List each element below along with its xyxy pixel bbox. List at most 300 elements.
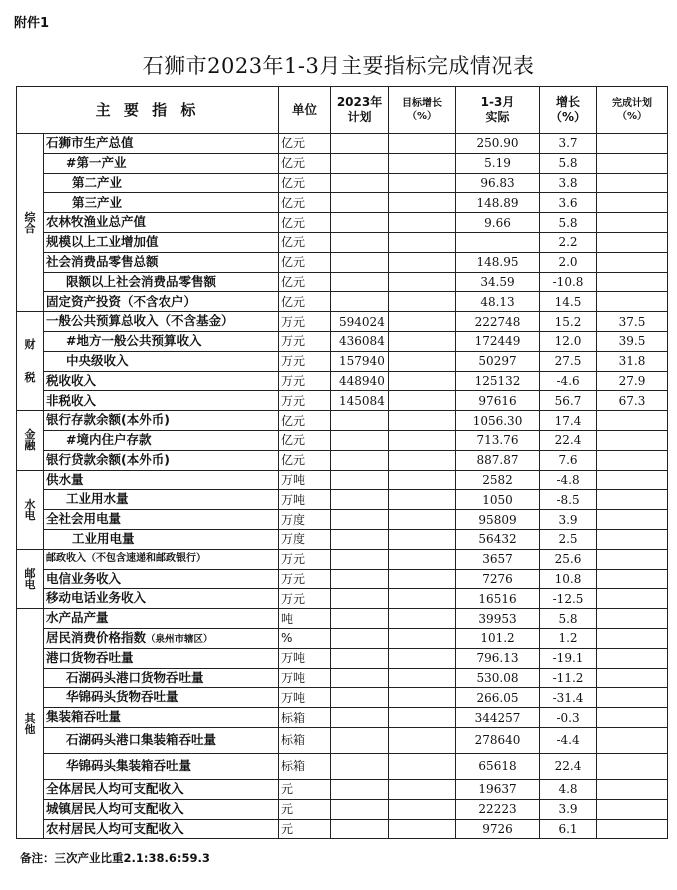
completion-cell <box>597 688 668 708</box>
growth-cell: 2.2 <box>540 232 597 252</box>
unit-cell: 亿元 <box>279 213 331 233</box>
indicator-name <box>44 450 279 470</box>
header-target-growth: 目标增长 （%） <box>389 87 456 134</box>
completion-cell <box>597 193 668 213</box>
growth-cell: 27.5 <box>540 351 597 371</box>
table-row <box>17 708 668 728</box>
plan-cell <box>331 173 389 193</box>
indicator-name-text: 第二产业 <box>72 174 123 190</box>
category-cell: 财 税 <box>17 312 44 411</box>
completion-cell <box>597 173 668 193</box>
unit-cell: 万元 <box>279 569 331 589</box>
table-row <box>17 609 668 629</box>
indicator-name <box>44 727 279 753</box>
indicator-name <box>44 153 279 173</box>
target-growth-cell <box>389 312 456 332</box>
growth-cell: 56.7 <box>540 391 597 411</box>
unit-cell: 万元 <box>279 589 331 609</box>
growth-cell: 22.4 <box>540 430 597 450</box>
growth-cell: 3.9 <box>540 799 597 819</box>
indicator-name <box>44 391 279 411</box>
completion-cell <box>597 411 668 431</box>
growth-cell: 5.8 <box>540 609 597 629</box>
header-unit: 单位 <box>279 87 331 134</box>
unit-cell: 万吨 <box>279 490 331 510</box>
unit-cell: 万吨 <box>279 648 331 668</box>
table-row <box>17 371 668 391</box>
table-row <box>17 753 668 779</box>
actual-cell: 1056.30 <box>456 411 540 431</box>
actual-cell: 125132 <box>456 371 540 391</box>
target-growth-cell <box>389 450 456 470</box>
actual-cell: 56432 <box>456 529 540 549</box>
footnote: 备注：三次产业比重2.1:38.6:59.3 <box>20 851 210 865</box>
growth-cell: 22.4 <box>540 753 597 779</box>
table-row <box>17 351 668 371</box>
indicator-name <box>44 213 279 233</box>
target-growth-cell <box>389 753 456 779</box>
indicator-name <box>44 648 279 668</box>
plan-cell <box>331 232 389 252</box>
completion-cell: 31.8 <box>597 351 668 371</box>
indicator-name <box>44 490 279 510</box>
indicator-name <box>44 470 279 490</box>
indicator-name <box>44 668 279 688</box>
unit-cell: 亿元 <box>279 153 331 173</box>
indicator-name-text: 移动电话业务收入 <box>46 590 147 606</box>
indicator-name <box>44 589 279 609</box>
table-row <box>17 569 668 589</box>
plan-cell <box>331 799 389 819</box>
completion-cell <box>597 529 668 549</box>
plan-cell <box>331 753 389 779</box>
actual-cell <box>456 232 540 252</box>
table-row <box>17 232 668 252</box>
growth-cell: -19.1 <box>540 648 597 668</box>
indicator-name-text: 农村居民人均可支配收入 <box>46 820 184 836</box>
table-row <box>17 312 668 332</box>
growth-cell: -4.4 <box>540 727 597 753</box>
indicator-name <box>44 173 279 193</box>
completion-cell <box>597 272 668 292</box>
target-growth-cell <box>389 292 456 312</box>
plan-cell: 594024 <box>331 312 389 332</box>
actual-cell: 148.95 <box>456 252 540 272</box>
plan-cell <box>331 272 389 292</box>
plan-cell <box>331 134 389 154</box>
target-growth-cell <box>389 628 456 648</box>
indicator-name-text: #地方一般公共预算收入 <box>66 333 202 349</box>
completion-cell <box>597 153 668 173</box>
indicator-name-text: 华锦码头集装箱吞吐量 <box>66 758 192 774</box>
growth-cell: 3.9 <box>540 510 597 530</box>
table-row <box>17 213 668 233</box>
plan-cell <box>331 648 389 668</box>
target-growth-cell <box>389 153 456 173</box>
table-row <box>17 727 668 753</box>
unit-cell: 万元 <box>279 391 331 411</box>
table-row <box>17 648 668 668</box>
completion-cell <box>597 668 668 688</box>
actual-cell: 2582 <box>456 470 540 490</box>
table-row <box>17 193 668 213</box>
indicator-name-text: 邮政收入（不包含速递和邮政银行） <box>46 553 206 565</box>
table-header-row <box>17 87 668 134</box>
unit-cell: 亿元 <box>279 411 331 431</box>
indicator-name-text: 一般公共预算总收入（不含基金） <box>46 313 234 329</box>
unit-cell: 元 <box>279 799 331 819</box>
indicator-name <box>44 371 279 391</box>
indicator-name <box>44 549 279 569</box>
growth-cell: -10.8 <box>540 272 597 292</box>
plan-cell <box>331 252 389 272</box>
completion-cell <box>597 232 668 252</box>
indicator-name-text: 银行贷款余额(本外币) <box>46 451 170 467</box>
table-row <box>17 391 668 411</box>
target-growth-cell <box>389 331 456 351</box>
growth-cell: 2.0 <box>540 252 597 272</box>
completion-cell <box>597 628 668 648</box>
actual-cell: 19637 <box>456 779 540 799</box>
completion-cell <box>597 430 668 450</box>
plan-cell <box>331 668 389 688</box>
completion-cell: 39.5 <box>597 331 668 351</box>
category-cell: 其 他 <box>17 609 44 839</box>
target-growth-cell <box>389 569 456 589</box>
growth-cell: -11.2 <box>540 668 597 688</box>
unit-cell: 万吨 <box>279 470 331 490</box>
table-row <box>17 272 668 292</box>
category-cell: 水 电 <box>17 470 44 549</box>
completion-cell <box>597 252 668 272</box>
table-row <box>17 549 668 569</box>
indicator-name <box>44 628 279 648</box>
plan-cell <box>331 688 389 708</box>
growth-cell: 6.1 <box>540 819 597 839</box>
unit-cell: 元 <box>279 819 331 839</box>
header-actual: 1-3月 实际 <box>456 87 540 134</box>
indicator-name <box>44 569 279 589</box>
target-growth-cell <box>389 411 456 431</box>
table-row <box>17 153 668 173</box>
unit-cell: 万元 <box>279 351 331 371</box>
growth-cell: -8.5 <box>540 490 597 510</box>
growth-cell: 17.4 <box>540 411 597 431</box>
indicator-name <box>44 312 279 332</box>
plan-cell <box>331 292 389 312</box>
unit-cell: 亿元 <box>279 173 331 193</box>
table-row <box>17 331 668 351</box>
plan-cell <box>331 727 389 753</box>
target-growth-cell <box>389 371 456 391</box>
indicator-name <box>44 331 279 351</box>
unit-cell: % <box>279 628 331 648</box>
completion-cell: 67.3 <box>597 391 668 411</box>
actual-cell: 344257 <box>456 708 540 728</box>
indicator-name-text: 城镇居民人均可支配收入 <box>46 800 184 816</box>
actual-cell: 1050 <box>456 490 540 510</box>
growth-cell: 5.8 <box>540 213 597 233</box>
actual-cell: 34.59 <box>456 272 540 292</box>
target-growth-cell <box>389 708 456 728</box>
indicator-name-text: 固定资产投资（不含农户） <box>46 293 197 309</box>
unit-cell: 万吨 <box>279 668 331 688</box>
growth-cell: 3.6 <box>540 193 597 213</box>
plan-cell <box>331 529 389 549</box>
actual-cell: 39953 <box>456 609 540 629</box>
completion-cell <box>597 799 668 819</box>
actual-cell: 796.13 <box>456 648 540 668</box>
target-growth-cell <box>389 173 456 193</box>
actual-cell: 9726 <box>456 819 540 839</box>
plan-cell <box>331 589 389 609</box>
indicator-name <box>44 529 279 549</box>
unit-cell: 万元 <box>279 371 331 391</box>
unit-cell: 万度 <box>279 529 331 549</box>
target-growth-cell <box>389 490 456 510</box>
completion-cell <box>597 648 668 668</box>
indicator-name <box>44 753 279 779</box>
table-row <box>17 589 668 609</box>
completion-cell <box>597 134 668 154</box>
unit-cell: 万度 <box>279 510 331 530</box>
completion-cell <box>597 753 668 779</box>
target-growth-cell <box>389 549 456 569</box>
completion-cell <box>597 490 668 510</box>
table-row <box>17 688 668 708</box>
table-row <box>17 450 668 470</box>
growth-cell: 14.5 <box>540 292 597 312</box>
indicator-name-text: 华锦码头货物吞吐量 <box>66 689 179 705</box>
plan-cell: 448940 <box>331 371 389 391</box>
actual-cell: 5.19 <box>456 153 540 173</box>
plan-cell: 436084 <box>331 331 389 351</box>
unit-cell: 亿元 <box>279 134 331 154</box>
table-row <box>17 173 668 193</box>
indicator-name <box>44 799 279 819</box>
completion-cell <box>597 213 668 233</box>
target-growth-cell <box>389 252 456 272</box>
growth-cell: 7.6 <box>540 450 597 470</box>
completion-cell <box>597 292 668 312</box>
indicator-name-text: 限额以上社会消费品零售额 <box>66 273 217 289</box>
unit-cell: 吨 <box>279 609 331 629</box>
actual-cell: 530.08 <box>456 668 540 688</box>
indicator-name-text: 供水量 <box>46 471 84 487</box>
unit-cell: 亿元 <box>279 292 331 312</box>
plan-cell <box>331 450 389 470</box>
indicator-name-text: 水产品产量 <box>46 610 109 626</box>
plan-cell <box>331 609 389 629</box>
table-row <box>17 430 668 450</box>
table-row <box>17 819 668 839</box>
indicator-name <box>44 430 279 450</box>
indicator-name-text: 工业用电量 <box>72 531 135 547</box>
plan-cell <box>331 708 389 728</box>
target-growth-cell <box>389 430 456 450</box>
target-growth-cell <box>389 134 456 154</box>
target-growth-cell <box>389 799 456 819</box>
unit-cell: 亿元 <box>279 232 331 252</box>
growth-cell: 5.8 <box>540 153 597 173</box>
indicator-name-text: 港口货物吞吐量 <box>46 649 134 665</box>
indicator-name <box>44 708 279 728</box>
category-cell: 金 融 <box>17 411 44 470</box>
unit-cell: 亿元 <box>279 430 331 450</box>
indicator-name-text: 中央级收入 <box>66 352 129 368</box>
indicator-name-text: 银行存款余额(本外币) <box>46 412 170 428</box>
indicator-name-text: 电信业务收入 <box>46 570 122 586</box>
indicator-name <box>44 272 279 292</box>
actual-cell: 713.76 <box>456 430 540 450</box>
growth-cell: -4.6 <box>540 371 597 391</box>
growth-cell: -4.8 <box>540 470 597 490</box>
indicator-name <box>44 510 279 530</box>
completion-cell <box>597 549 668 569</box>
table-row <box>17 252 668 272</box>
unit-cell: 万元 <box>279 331 331 351</box>
growth-cell: 12.0 <box>540 331 597 351</box>
indicator-name-text: 社会消费品零售总额 <box>46 253 159 269</box>
unit-cell: 亿元 <box>279 272 331 292</box>
plan-cell <box>331 193 389 213</box>
header-growth: 增长 （%） <box>540 87 597 134</box>
table-row <box>17 134 668 154</box>
growth-cell: 3.7 <box>540 134 597 154</box>
plan-cell <box>331 628 389 648</box>
actual-cell: 50297 <box>456 351 540 371</box>
actual-cell: 266.05 <box>456 688 540 708</box>
actual-cell: 16516 <box>456 589 540 609</box>
growth-cell: -0.3 <box>540 708 597 728</box>
completion-cell <box>597 510 668 530</box>
indicator-name-text: 农林牧渔业总产值 <box>46 214 147 230</box>
plan-cell <box>331 779 389 799</box>
target-growth-cell <box>389 668 456 688</box>
target-growth-cell <box>389 193 456 213</box>
target-growth-cell <box>389 688 456 708</box>
growth-cell: -12.5 <box>540 589 597 609</box>
growth-cell: 4.8 <box>540 779 597 799</box>
indicator-name-text: 集装箱吞吐量 <box>46 709 122 725</box>
indicator-name-text: 规模以上工业增加值 <box>46 234 159 250</box>
completion-cell <box>597 727 668 753</box>
table-row <box>17 411 668 431</box>
unit-cell: 万元 <box>279 312 331 332</box>
target-growth-cell <box>389 391 456 411</box>
plan-cell <box>331 549 389 569</box>
completion-cell <box>597 708 668 728</box>
unit-cell: 万吨 <box>279 688 331 708</box>
indicator-name-text: 石狮市生产总值 <box>46 135 134 151</box>
table-row <box>17 470 668 490</box>
plan-cell: 145084 <box>331 391 389 411</box>
target-growth-cell <box>389 232 456 252</box>
completion-cell: 27.9 <box>597 371 668 391</box>
indicator-name <box>44 252 279 272</box>
actual-cell: 95809 <box>456 510 540 530</box>
actual-cell: 9.66 <box>456 213 540 233</box>
table-row <box>17 779 668 799</box>
unit-cell: 标箱 <box>279 708 331 728</box>
plan-cell <box>331 153 389 173</box>
table-row <box>17 668 668 688</box>
actual-cell: 101.2 <box>456 628 540 648</box>
plan-cell <box>331 490 389 510</box>
indicator-table <box>16 86 668 839</box>
indicator-name <box>44 819 279 839</box>
actual-cell: 96.83 <box>456 173 540 193</box>
unit-cell: 标箱 <box>279 727 331 753</box>
actual-cell: 148.89 <box>456 193 540 213</box>
indicator-name-text: 石湖码头港口集装箱吞吐量 <box>66 732 217 748</box>
unit-cell: 亿元 <box>279 450 331 470</box>
target-growth-cell <box>389 213 456 233</box>
actual-cell: 7276 <box>456 569 540 589</box>
actual-cell: 172449 <box>456 331 540 351</box>
indicator-name-text: #境内住户存款 <box>66 432 152 448</box>
indicator-name <box>44 351 279 371</box>
growth-cell: 1.2 <box>540 628 597 648</box>
completion-cell <box>597 569 668 589</box>
completion-cell <box>597 470 668 490</box>
indicator-name <box>44 292 279 312</box>
actual-cell: 3657 <box>456 549 540 569</box>
page-title: 石狮市2023年1-3月主要指标完成情况表 <box>142 54 535 78</box>
plan-cell <box>331 510 389 530</box>
growth-cell: -31.4 <box>540 688 597 708</box>
indicator-name <box>44 609 279 629</box>
table-row <box>17 292 668 312</box>
indicator-name-text: 居民消费价格指数 <box>46 630 147 646</box>
growth-cell: 10.8 <box>540 569 597 589</box>
growth-cell: 25.6 <box>540 549 597 569</box>
indicator-name <box>44 779 279 799</box>
completion-cell <box>597 450 668 470</box>
unit-cell: 亿元 <box>279 193 331 213</box>
indicator-note: （泉州市辖区） <box>146 634 213 646</box>
indicator-name-text: 非税收入 <box>46 392 97 408</box>
indicator-name <box>44 688 279 708</box>
target-growth-cell <box>389 727 456 753</box>
plan-cell: 157940 <box>331 351 389 371</box>
growth-cell: 3.8 <box>540 173 597 193</box>
completion-cell <box>597 589 668 609</box>
completion-cell <box>597 779 668 799</box>
actual-cell: 65618 <box>456 753 540 779</box>
unit-cell: 亿元 <box>279 252 331 272</box>
header-indicator: 主 要 指 标 <box>17 87 279 134</box>
indicator-name <box>44 232 279 252</box>
target-growth-cell <box>389 648 456 668</box>
indicator-name-text: 石湖码头港口货物吞吐量 <box>66 669 204 685</box>
indicator-name <box>44 193 279 213</box>
table-row <box>17 799 668 819</box>
category-cell: 综 合 <box>17 134 44 312</box>
unit-cell: 万元 <box>279 549 331 569</box>
indicator-name <box>44 411 279 431</box>
actual-cell: 97616 <box>456 391 540 411</box>
indicator-name-text: 全体居民人均可支配收入 <box>46 781 184 797</box>
table-row <box>17 490 668 510</box>
target-growth-cell <box>389 272 456 292</box>
indicator-name-text: 税收收入 <box>46 372 97 388</box>
target-growth-cell <box>389 351 456 371</box>
actual-cell: 222748 <box>456 312 540 332</box>
indicator-name-text: #第一产业 <box>66 154 127 170</box>
completion-cell <box>597 819 668 839</box>
indicator-name <box>44 134 279 154</box>
